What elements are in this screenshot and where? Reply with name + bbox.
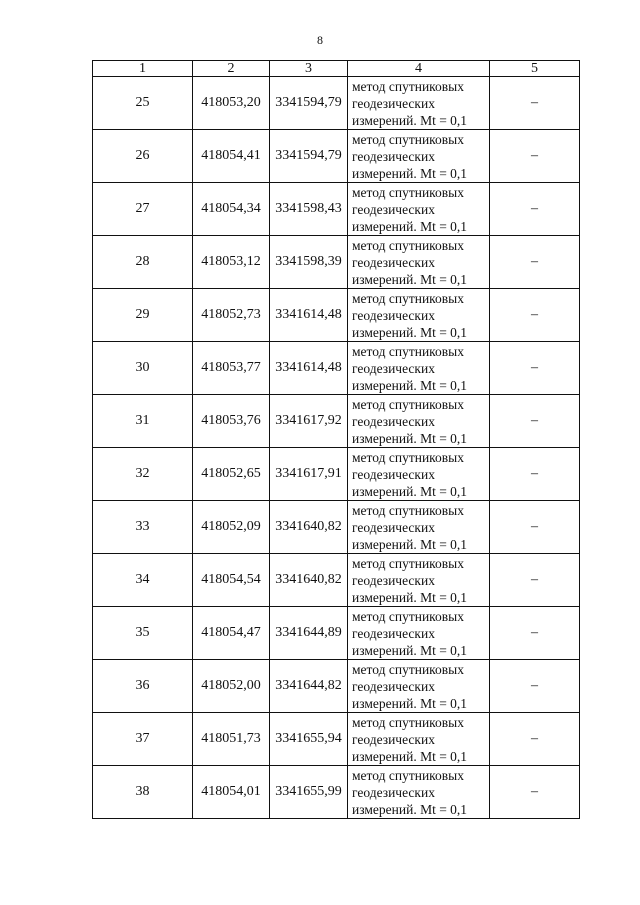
column-5-cell: – — [490, 183, 580, 236]
column-header-3: 3 — [270, 61, 348, 77]
method-line-3: измерений. Mt = 0,1 — [352, 748, 468, 764]
table-row — [93, 289, 580, 342]
point-number-cell: 31 — [93, 395, 193, 448]
x-coordinate-cell: 418053,76 — [193, 395, 270, 448]
method-line-2: геодезических — [352, 148, 435, 164]
x-coordinate-cell: 418053,77 — [193, 342, 270, 395]
column-header-5: 5 — [490, 61, 580, 77]
x-coordinate-cell: 418052,73 — [193, 289, 270, 342]
column-5-cell: – — [490, 501, 580, 554]
table-row — [93, 713, 580, 766]
point-number-cell: 26 — [93, 130, 193, 183]
point-number-cell: 30 — [93, 342, 193, 395]
table-row — [93, 501, 580, 554]
method-line-2: геодезических — [352, 519, 435, 535]
column-5-cell: – — [490, 607, 580, 660]
x-coordinate-cell: 418051,73 — [193, 713, 270, 766]
method-line-3: измерений. Mt = 0,1 — [352, 695, 468, 711]
point-number-cell: 29 — [93, 289, 193, 342]
column-5-cell: – — [490, 766, 580, 819]
y-coordinate-cell: 3341655,94 — [270, 713, 348, 766]
method-cell — [348, 289, 490, 342]
method-line-1: метод спутниковых — [352, 131, 464, 147]
table-body — [93, 77, 580, 819]
method-line-1: метод спутниковых — [352, 78, 464, 94]
method-line-2: геодезических — [352, 254, 435, 270]
x-coordinate-cell: 418054,47 — [193, 607, 270, 660]
method-line-1: метод спутниковых — [352, 661, 464, 677]
point-number-cell: 25 — [93, 77, 193, 130]
header-row — [93, 61, 580, 77]
point-number-cell: 36 — [93, 660, 193, 713]
method-cell — [348, 236, 490, 289]
x-coordinate-cell: 418053,20 — [193, 77, 270, 130]
method-cell — [348, 395, 490, 448]
method-line-1: метод спутниковых — [352, 290, 464, 306]
table-row — [93, 607, 580, 660]
table-row — [93, 395, 580, 448]
method-line-2: геодезических — [352, 95, 435, 111]
table-row — [93, 660, 580, 713]
method-line-2: геодезических — [352, 572, 435, 588]
point-number-cell: 28 — [93, 236, 193, 289]
method-line-1: метод спутниковых — [352, 608, 464, 624]
y-coordinate-cell: 3341644,89 — [270, 607, 348, 660]
point-number-cell: 34 — [93, 554, 193, 607]
method-line-1: метод спутниковых — [352, 555, 464, 571]
column-5-cell: – — [490, 395, 580, 448]
method-cell — [348, 448, 490, 501]
method-line-1: метод спутниковых — [352, 767, 464, 783]
method-line-2: геодезических — [352, 201, 435, 217]
method-line-3: измерений. Mt = 0,1 — [352, 218, 468, 234]
y-coordinate-cell: 3341655,99 — [270, 766, 348, 819]
method-line-2: геодезических — [352, 784, 435, 800]
table-row — [93, 554, 580, 607]
method-line-3: измерений. Mt = 0,1 — [352, 801, 468, 817]
point-number-cell: 35 — [93, 607, 193, 660]
coordinates-table — [92, 60, 580, 819]
method-line-2: геодезических — [352, 731, 435, 747]
method-line-3: измерений. Mt = 0,1 — [352, 536, 468, 552]
column-5-cell: – — [490, 554, 580, 607]
method-cell — [348, 501, 490, 554]
method-line-3: измерений. Mt = 0,1 — [352, 165, 468, 181]
column-header-2: 2 — [193, 61, 270, 77]
method-cell — [348, 713, 490, 766]
point-number-cell: 37 — [93, 713, 193, 766]
table-row — [93, 766, 580, 819]
x-coordinate-cell: 418052,09 — [193, 501, 270, 554]
method-cell — [348, 342, 490, 395]
table-row — [93, 77, 580, 130]
column-5-cell: – — [490, 289, 580, 342]
method-line-3: измерений. Mt = 0,1 — [352, 589, 468, 605]
column-header-1: 1 — [93, 61, 193, 77]
method-cell — [348, 77, 490, 130]
method-cell — [348, 130, 490, 183]
y-coordinate-cell: 3341598,39 — [270, 236, 348, 289]
table-row — [93, 448, 580, 501]
page-number: 8 — [317, 33, 323, 47]
column-5-cell: – — [490, 448, 580, 501]
x-coordinate-cell: 418054,01 — [193, 766, 270, 819]
x-coordinate-cell: 418054,54 — [193, 554, 270, 607]
y-coordinate-cell: 3341640,82 — [270, 554, 348, 607]
method-cell — [348, 607, 490, 660]
y-coordinate-cell: 3341617,91 — [270, 448, 348, 501]
method-line-2: геодезических — [352, 413, 435, 429]
x-coordinate-cell: 418054,41 — [193, 130, 270, 183]
method-cell — [348, 660, 490, 713]
method-line-3: измерений. Mt = 0,1 — [352, 483, 468, 499]
method-line-2: геодезических — [352, 360, 435, 376]
column-5-cell: – — [490, 236, 580, 289]
column-5-cell: – — [490, 130, 580, 183]
method-line-1: метод спутниковых — [352, 184, 464, 200]
method-line-1: метод спутниковых — [352, 237, 464, 253]
table-row — [93, 130, 580, 183]
column-5-cell: – — [490, 342, 580, 395]
method-line-3: измерений. Mt = 0,1 — [352, 112, 468, 128]
y-coordinate-cell: 3341594,79 — [270, 77, 348, 130]
method-line-3: измерений. Mt = 0,1 — [352, 377, 468, 393]
point-number-cell: 32 — [93, 448, 193, 501]
method-line-1: метод спутниковых — [352, 343, 464, 359]
table-row — [93, 236, 580, 289]
method-line-2: геодезических — [352, 466, 435, 482]
method-cell — [348, 554, 490, 607]
x-coordinate-cell: 418054,34 — [193, 183, 270, 236]
method-cell — [348, 766, 490, 819]
y-coordinate-cell: 3341640,82 — [270, 501, 348, 554]
y-coordinate-cell: 3341598,43 — [270, 183, 348, 236]
method-cell — [348, 183, 490, 236]
column-header-4: 4 — [348, 61, 490, 77]
method-line-2: геодезических — [352, 678, 435, 694]
method-line-1: метод спутниковых — [352, 502, 464, 518]
y-coordinate-cell: 3341594,79 — [270, 130, 348, 183]
x-coordinate-cell: 418052,65 — [193, 448, 270, 501]
method-line-3: измерений. Mt = 0,1 — [352, 271, 468, 287]
x-coordinate-cell: 418052,00 — [193, 660, 270, 713]
x-coordinate-cell: 418053,12 — [193, 236, 270, 289]
point-number-cell: 38 — [93, 766, 193, 819]
column-5-cell: – — [490, 77, 580, 130]
column-5-cell: – — [490, 660, 580, 713]
point-number-cell: 27 — [93, 183, 193, 236]
method-line-2: геодезических — [352, 307, 435, 323]
point-number-cell: 33 — [93, 501, 193, 554]
method-line-1: метод спутниковых — [352, 396, 464, 412]
y-coordinate-cell: 3341644,82 — [270, 660, 348, 713]
method-line-2: геодезических — [352, 625, 435, 641]
method-line-3: измерений. Mt = 0,1 — [352, 430, 468, 446]
table-row — [93, 183, 580, 236]
method-line-1: метод спутниковых — [352, 714, 464, 730]
y-coordinate-cell: 3341614,48 — [270, 342, 348, 395]
y-coordinate-cell: 3341617,92 — [270, 395, 348, 448]
table-row — [93, 342, 580, 395]
y-coordinate-cell: 3341614,48 — [270, 289, 348, 342]
method-line-3: измерений. Mt = 0,1 — [352, 324, 468, 340]
method-line-1: метод спутниковых — [352, 449, 464, 465]
column-5-cell: – — [490, 713, 580, 766]
method-line-3: измерений. Mt = 0,1 — [352, 642, 468, 658]
